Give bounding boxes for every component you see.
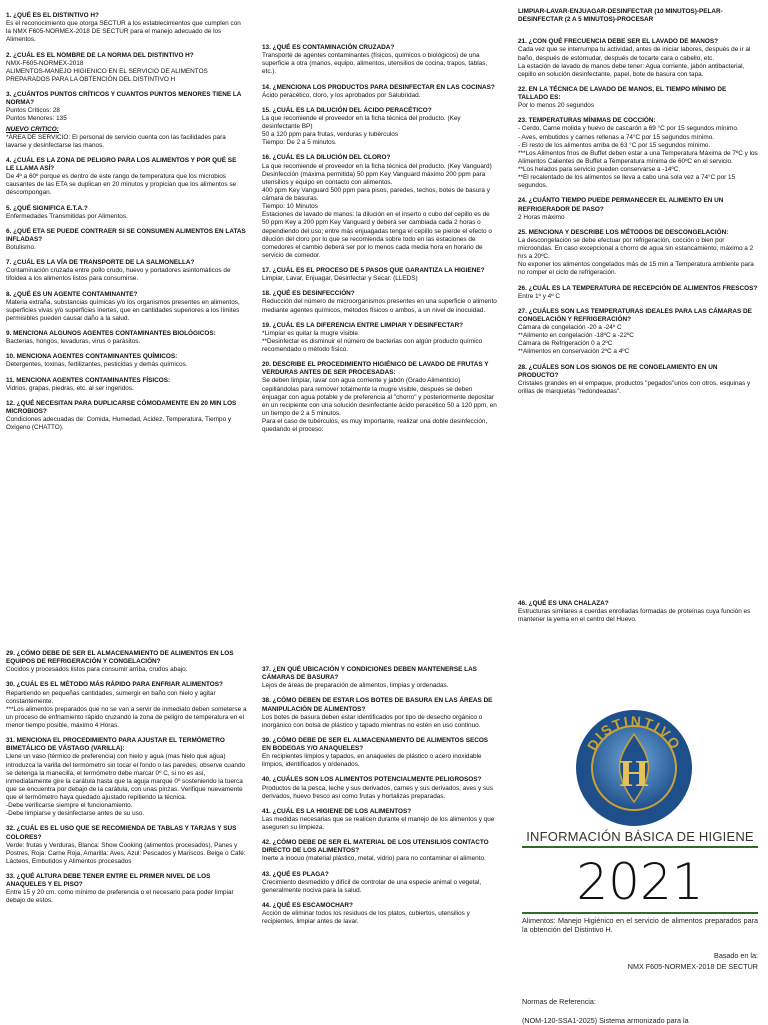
question: 4. ¿CUÁL ES LA ZONA DE PELIGRO PARA LOS ALIMENTOS Y POR QUÉ SE LE LLAMA ASÍ? [6, 156, 237, 172]
answer: Repartiendo en pequeñas cantidades, sumergir en baño con hielo y agitar constantemente. ***Los alimentos preparados que no se van a servir de inmediato deben someterse a un proceso de enfriamiento rápido cruzando la zona de peligro de temperatura en el menor tiempo posible, máximo 4 Horas. [6, 689, 247, 729]
question: 46. ¿QUÉ ES UNA CHALAZA? [518, 600, 609, 607]
question: 44. ¿QUÉ ES ESCAMOCHAR? [262, 901, 353, 909]
question: 42. ¿CÓMO DEBE DE SER EL MATERIAL DE LOS UTENSILIOS CONTACTO DIRECTO DE LOS ALIMENTOS? [262, 839, 489, 855]
answer: 2 Horas máximo [518, 213, 565, 221]
question: 2. ¿CUÁL ES EL NOMBRE DE LA NORMA DEL DISTINTIVO H? [6, 51, 194, 59]
qa-46 [518, 600, 758, 624]
logo-arc-text: DISTINTIVO [583, 712, 685, 754]
question: 30. ¿CUÁL ES EL MÉTODO MÁS RÁPIDO PARA ENFRIAR ALIMENTOS? [6, 681, 223, 689]
answer: Puntos Críticos: 28 Puntos Menores: 135 [6, 107, 67, 123]
cover-refs-text: (NOM-120-SSA1-2025) Sistema armonizado para la [522, 1016, 689, 1025]
qa-33 [6, 873, 248, 906]
question: 22. EN LA TÉCNICA DE LAVADO DE MANOS, EL TIEMPO MÍNIMO DE TALLADO ES: [518, 85, 727, 101]
answer: Reducción del número de microorganismos presentes en una superficie o alimento mediante agentes químicos, métodos físicos o ambos, a un nivel de inocuidad. [262, 298, 497, 314]
tuber-process-line: LIMPIAR-LAVAR-ENJUAGAR-DESINFECTAR (10 MINUTOS)-PELAR-DESINFECTAR (2 A 5 MINUTOS)-PROCESAR [518, 8, 723, 24]
qa-37 [262, 666, 498, 690]
qa-26 [518, 285, 758, 301]
qa-42 [262, 839, 498, 863]
question: 23. TEMPERATURAS MÍNIMAS DE COCCIÓN: [518, 117, 656, 125]
qa-41 [262, 808, 498, 832]
answer: En recipientes limpios y tapados, en anaqueles de plástico o acero inoxidable limpios, identificados y ordenados. [262, 753, 482, 769]
question: 37. ¿EN QUÉ UBICACIÓN Y CONDICIONES DEBEN MANTENERSE LAS CÁMARAS DE BASURA? [262, 666, 477, 682]
qa-18 [262, 290, 497, 314]
answer: De 4º a 60º porque es dentro de este rango de temperatura que los microbios causantes de las ETA se duplican en 20 minutos y propician que los alimentos se descompongan. [6, 173, 237, 197]
qa-21 [518, 38, 758, 79]
qa-39 [262, 737, 498, 770]
answer: Verde: frutas y Verduras, Blanca: Show Cooking (alimentos procesados), Panes y Postres, Roja: Carne Roja, Amarilla: Aves, Azul: Pescados y Mariscos. Beige o Café: Lácteos, Embutidos y Alimentos procesados [6, 841, 246, 865]
qa-4 [6, 157, 246, 198]
column-3 [518, 8, 758, 403]
nuevo-critico-label: NUEVO CRITICO: [6, 125, 59, 133]
qa-10 [6, 353, 246, 369]
question: 25. MENCIONA Y DESCRIBE LOS MÉTODOS DE DESCONGELACIÓN: [518, 228, 729, 236]
question: 40. ¿CUÁLES SON LOS ALIMENTOS POTENCIALMENTE PELIGROSOS? [262, 776, 482, 784]
question: 5. ¿QUÉ SIGNIFICA E.T.A.? [6, 204, 88, 212]
answer: Limpiar, Lavar, Enjuagar, Desinfectar y Secar. (LLEDS) [262, 275, 418, 283]
distintivo-h-logo [572, 706, 696, 830]
cover-description: Alimentos: Manejo Higiénico en el servicio de alimentos preparados para la obtención del Distintivo H. [522, 916, 758, 934]
cover-norm: NMX F605-NORMEX-2018 DE SECTUR [627, 962, 758, 971]
answer: Entre 15 y 20 cm. como mínimo de preferencia o el necesario para poder limpiar debajo de estos. [6, 889, 234, 905]
answer: Es el reconocimiento que otorga SECTUR a los establecimientos que cumplen con la NMX F605-NORMEX-2018 DE SECTUR para el manejo adecuado de los Alimentos. [6, 20, 241, 44]
qa-22 [518, 86, 758, 110]
question: 26. ¿CUÁL ES LA TEMPERATURA DE RECEPCIÓN DE ALIMENTOS FRESCOS? [518, 284, 758, 292]
qa-19 [262, 322, 497, 355]
qa-9 [6, 330, 246, 346]
answer: Materia extraña, substancias químicas y/o los organismos presentes en alimentos, superficies vivas y/o superficies inertes, que en cantidades superiores a los límites permisibles pueden causar daño a la salud. [6, 298, 240, 322]
qa-20 [262, 361, 497, 434]
qa-6 [6, 228, 246, 252]
answer: - Cerdo, Carne molida y huevo de cascarón a 69 °C por 15 segundos mínimo. - Aves, embutidos y carnes rellenas a 74°C por 15 segundos mínimo. - El resto de los alimentos arriba de 63 °C por 15 segundos mínimo. ***Los Alimentos fríos de Buffet deben estar a una Temperatura Máxima de 7ºC y los Alimentos Calientes de Buffet a Temperatura mínima de 60ºC en el servicio. **Los helados para servicio pueden conservarse a -14ºC. **El recalentado de los alimentos se lleva a cabo una sola vez a 74°C por 15 segundos. [518, 125, 758, 190]
answer: Estructuras similares a cuerdas enrolladas formadas de proteínas cuya función es mantener la yema en el centro del Huevo. [518, 608, 751, 624]
question: 8. ¿QUÉ ES UN AGENTE CONTAMINANTE? [6, 290, 138, 298]
answer: Entre 1º y 4º C [518, 292, 560, 300]
question: 31. MENCIONA EL PROCEDIMIENTO PARA AJUSTAR EL TERMÓMETRO BIMETÁLICO DE VÁSTAGO (VARILLA): [6, 737, 225, 753]
question: 41. ¿CUÁL ES LA HIGIENE DE LOS ALIMENTOS? [262, 807, 412, 815]
question: 11. MENCIONA AGENTES CONTAMINANTES FÍSICOS: [6, 376, 171, 384]
answer: Acción de eliminar todos los residuos de los platos, cubiertos, utensilios y recipientes, limpiar antes de lavar. [262, 910, 470, 926]
question: 28. ¿CUÁLES SON LOS SIGNOS DE RE CONGELAMIENTO EN UN PRODUCTO? [518, 363, 718, 379]
qa-32 [6, 825, 248, 866]
question: 12. ¿QUÉ NECESITAN PARA DUPLICARSE CÓMODAMENTE EN 20 MIN LOS MICROBIOS? [6, 399, 237, 415]
column-5 [262, 666, 498, 933]
qa-43 [262, 871, 498, 895]
answer: Detergentes, toxinas, fertilizantes, pesticidas y demás químicos. [6, 361, 188, 369]
answer: Ácido peracético, cloro, y los aprobados por Salubridad. [262, 91, 421, 99]
question: 33. ¿QUÉ ALTURA DEBE TENER ENTRE EL PRIMER NIVEL DE LOS ANAQUELES Y EL PISO? [6, 873, 211, 889]
qa-1 [6, 12, 246, 45]
qa-29 [6, 650, 248, 674]
question: 27. ¿CUÁLES SON LAS TEMPERATURAS IDEALES PARA LAS CÁMARAS DE CONGELACIÓN Y REFRIGERACIÓN? [518, 307, 752, 323]
cover-refs-label: Normas de Referencia: [522, 997, 596, 1006]
qa-7 [6, 259, 246, 283]
question: 10. MENCIONA AGENTES CONTAMINANTES QUÍMICOS: [6, 353, 178, 361]
cover-based-label: Basado en la: [714, 951, 758, 960]
qa-23 [518, 117, 758, 190]
answer: Crecimiento desmedido y difícil de controlar de una especie animal o vegetal, generalmente nociva para la salud. [262, 878, 482, 894]
column-4 [6, 650, 248, 913]
question: 6. ¿QUÉ ETA SE PUEDE CONTRAER SI SE CONSUMEN ALIMENTOS EN LATAS INFLADAS? [6, 227, 246, 243]
nuevo-critico-text: *ÁREA DE SERVICIO: El personal de servicio cuenta con las facilidades para lavarse y desinfectarse las manos. [6, 133, 226, 149]
question: 20. DESCRIBE EL PROCEDIMIENTO HIGIÉNICO DE LAVADO DE FRUTAS Y VERDURAS ANTES DE SER PROCESADAS: [262, 361, 489, 377]
column-6 [518, 600, 758, 631]
question: 43. ¿QUÉ ES PLAGA? [262, 870, 329, 878]
qa-24 [518, 197, 758, 221]
question: 14. ¿MENCIONA LOS PRODUCTOS PARA DESINFECTAR EN LAS COCINAS? [262, 83, 495, 91]
answer: Enfermedades Transmitidas por Alimentos. [6, 212, 128, 220]
cover-title: INFORMACIÓN BÁSICA DE HIGIENE [526, 829, 754, 844]
answer: La que recomiende el proveedor en la ficha técnica del producto. (Key desinfectante BP) 50 a 120 ppm para frutas, verduras y tubérculos Tiempo: De 2 a 5 minutos. [262, 114, 461, 147]
qa-14 [262, 84, 497, 100]
answer: La descongelación se debe efectuar por refrigeración, cocción o bien por microondas. En caso excepcional a chorro de agua sin estancamiento, máximo a 2 hrs a 20ºC. No exponer los alimentos congelados más de 15 min a Temperatura ambiente para no romper el ciclo de refrigeración. [518, 236, 754, 277]
question: 19. ¿CUÁL ES LA DIFERENCIA ENTRE LIMPIAR Y DESINFECTAR? [262, 321, 464, 329]
column-2 [262, 44, 497, 441]
qa-13 [262, 44, 497, 77]
answer: Llene un vaso (térmico de preferencia) con hielo y agua (mas hielo que agua) introduzca la varilla del termómetro sin tocar el fondo o las paredes, observe cuando se detenga la manecilla, el termómetro debe marcar 0º C, si no es así, inmediatamente gire la carátula hasta que la aguja marque 0º sosteniendo la tuerca que se encuentra por debajo de la carátula, con unas pinzas. Verifique nuevamente que el termómetro haya quedado ajustado repitiendo la técnica. -Debe verificarse siempre el funcionamiento. -Debe limpiarse y desinfectarse antes de su uso. [6, 753, 246, 818]
answer: La que recomiende el proveedor en la ficha técnica del producto. (Key Vanguard) Desinfección (máxima permitida) 50 ppm Key Vanguard máximo 200 ppm para utensilios y equipo en contacto con alimentos. 400 ppm Key Vanguard 500 ppm para pisos, paredes, techos, botes de basura y cámara de basuras. Tiempo: 10 Minutos Estaciones de lavado de manos: la dilución en el inserto o cubo del cepillo es de 50 ppm Key a 200 ppm Key Vanguard y deberá ser cambiada cada 2 horas o dependiendo del uso; entre más enjuagadas tenga el cepillo se pierde el efecto o dilución del cloro por lo que se recomienda sobre todo en las estaciones de comedores el cambio deberá ser por lo menos cada media hora en horario de servicio de comedor. [262, 162, 492, 259]
qa-2 [6, 52, 246, 85]
answer: Productos de la pesca, leche y sus derivados, carnes y sus derivados, aves y sus derivados, huevo fresco así como frutas y hortalizas preparadas. [262, 784, 493, 800]
qa-28 [518, 364, 758, 397]
qa-44 [262, 902, 498, 926]
answer: Condiciones adecuadas de: Comida, Humedad, Acidez, Temperatura, Tiempo y Oxígeno (CHATTO). [6, 416, 232, 432]
answer: Cristales grandes en el empaque, productos "pegados"unos con otros, esquinas y orillas de marquetas "redondeadas". [518, 379, 751, 395]
answer: Inerte a inocuo (material plástico, metal, vidrio) para no contaminar el alimento. [262, 855, 486, 863]
answer: Por lo menos 20 segundos [518, 102, 595, 110]
qa-27 [518, 308, 758, 357]
answer: Transporte de agentes contaminantes (físicos, químicos o biológicos) de una superficie a otra (manos, equipo, alimentos, utensilios de cocina, trapos, tablas, etc.). [262, 52, 488, 76]
question: 24. ¿CUÁNTO TIEMPO PUEDE PERMANECER EL ALIMENTO EN UN REFRIGERADOR DE PASO? [518, 197, 724, 213]
answer: Se deben limpiar, lavar con agua corriente y jabón (Grado Alimenticio) cepillándolas para remover totalmente la mugre visible, después se deben enjuagar con agua potable y de preferencia al "chorro" y posteriormente depositar en un recipiente con una solución desinfectante ácido peracético 50 a 120 ppm, en un tiempo de 2 a 5 minutos. Para el caso de tubérculos, es muy importante, realizar una doble desinfección, quedando el proceso: [262, 377, 497, 434]
answer: Contaminación cruzada entre pollo crudo, huevo y portadores asintomáticos de tifoidea a los alimentos listos para consumirse. [6, 267, 231, 283]
question: 16. ¿CUÁL ES LA DILUCIÓN DEL CLORO? [262, 154, 391, 162]
column-1 [6, 12, 246, 439]
answer: Bacterias, hongos, levaduras, virus o parásitos. [6, 338, 141, 346]
answer: Cámara de congelación -20 a -24º C **Alimento en congelación -18ºC a -22ºC Cámara de Refrigeración 0 a 2ºC **Alimentos en conservación 2ºC a 4ºC [518, 324, 634, 356]
qa-25 [518, 229, 758, 278]
answer: NMX-F605-NORMEX-2018 ALIMENTOS-MANEJO HIGIENICO EN EL SERVICIO DE ALIMENTOS PREPARADOS PARA LA OBTENCIÓN DEL DISTINTIVO H [6, 59, 208, 83]
answer: Vidrios, grapas, piedras, etc. al ser ingeridos. [6, 384, 134, 392]
cover-year: 2021 [522, 846, 758, 914]
answer: Cocidos y procesados listos para consumir arriba, crudos abajo. [6, 666, 188, 674]
qa-38 [262, 697, 498, 730]
answer: *Limpiar es quitar la mugre visible. **Desinfectar es disminuir el número de bacterias con algún producto químico recomendado o método físico. [262, 329, 483, 353]
qa-15 [262, 107, 497, 148]
qa-5 [6, 205, 246, 221]
question: 29. ¿CÓMO DEBE DE SER EL ALMACENAMIENTO DE ALIMENTOS EN LOS EQUIPOS DE REFRIGERACIÓN Y CONGELACIÓN? [6, 650, 234, 666]
question: 1. ¿QUÉ ES EL DISTINTIVO H? [6, 12, 99, 19]
qa-3 [6, 91, 246, 150]
question: 9. MENCIONA ALGUNOS AGENTES CONTAMINANTES BIOLÓGICOS: [6, 330, 216, 337]
question: 21. ¿CON QUÉ FRECUENCIA DEBE SER EL LAVADO DE MANOS? [518, 38, 719, 46]
question: 3. ¿CUÁNTOS PUNTOS CRÍTICOS Y CUANTOS PUNTOS MENORES TIENE LA NORMA? [6, 91, 242, 107]
question: 13. ¿QUÉ ES CONTAMINACIÓN CRUZADA? [262, 44, 395, 51]
question: 39. ¿CÓMO DEBE DE SER EL ALMACENAMIENTO DE ALIMENTOS SECOS EN BODEGAS Y/O ANAQUELES? [262, 736, 489, 752]
question: 32. ¿CUÁL ES EL USO QUE SE RECOMIENDA DE TABLAS Y TARJAS Y SUS COLORES? [6, 825, 237, 841]
question: 18. ¿QUÉ ES DESINFECCIÓN? [262, 290, 355, 298]
answer: Lejos de áreas de preparación de alimentos, limpias y ordenadas. [262, 682, 449, 690]
question: 15. ¿CUÁL ES LA DILUCIÓN DEL ÁCIDO PERACÉTICO? [262, 106, 432, 114]
qa-30 [6, 681, 248, 730]
answer: Botulismo. [6, 244, 36, 251]
qa-17 [262, 267, 497, 283]
qa-16 [262, 154, 497, 260]
question: 38. ¿CÓMO DEBEN DE ESTAR LOS BOTES DE BASURA EN LAS ÁREAS DE MANIPULACIÓN DE ALIMENTOS? [262, 697, 493, 713]
logo-letter: H [619, 753, 649, 795]
question: 7. ¿CUÁL ES LA VÍA DE TRANSPORTE DE LA SALMONELLA? [6, 259, 195, 267]
qa-31 [6, 737, 248, 818]
answer: Cada vez que se interrumpa tu actividad, antes de iniciar labores, después de ir al baño, después de estornudar, después de tocarte cara o cabello, etc. La estación de lavado de manos debe tener: Agua corriente, jabón antibacterial, cepillo en solución desinfectante, papel, bote de basura con tapa. [518, 46, 751, 78]
answer: Los botes de basura deben estar identificados por tipo de desecho orgánico o inorgánico con bolsa de plástico y tapado mientras no estén en uso continuo. [262, 713, 483, 729]
qa-11 [6, 377, 246, 393]
qa-8 [6, 291, 246, 324]
qa-40 [262, 776, 498, 800]
question: 17. ¿CUÁL ES EL PROCESO DE 5 PASOS QUE GARANTIZA LA HIGIENE? [262, 267, 485, 274]
qa-12 [6, 400, 246, 433]
answer: Las medidas necesarias que se realicen durante el manejo de los alimentos y que aseguren su limpieza. [262, 815, 495, 831]
